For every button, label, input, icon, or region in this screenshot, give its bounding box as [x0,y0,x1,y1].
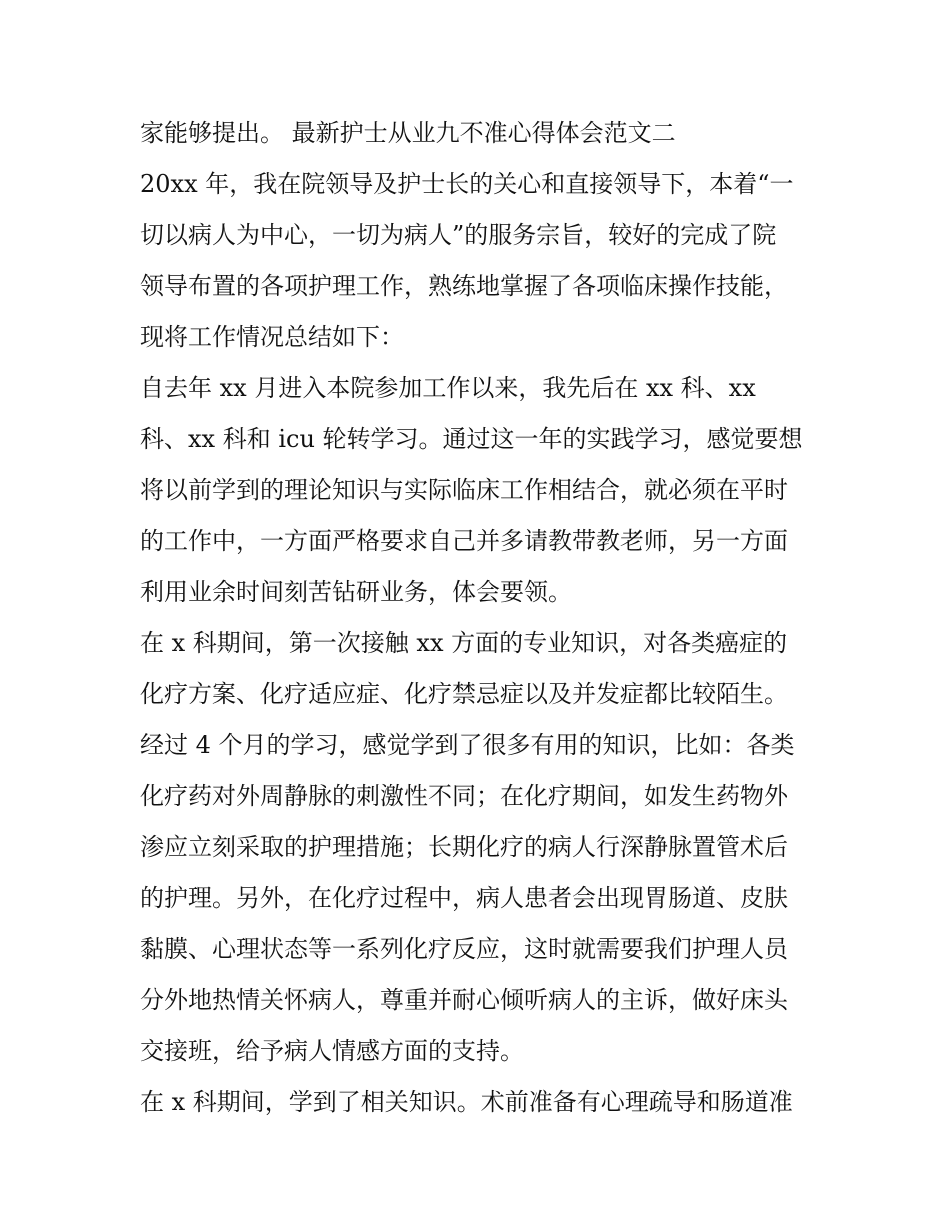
document-body [140,108,820,1128]
text-line: 化疗方案、化疗适应症、化疗禁忌症以及并发症都比较陌生。 [140,680,788,708]
text-line: 利用业余时间刻苦钻研业务，体会要领。 [140,578,572,606]
text-line: 将以前学到的理论知识与实际临床工作相结合，就必须在平时 [140,476,788,504]
text-line: 现将工作情况总结如下： [140,323,404,351]
text-line: 20xx 年，我在院领导及护士长的关心和直接领导下，本着“一 [140,170,794,198]
text-line: 在 x 科期间，学到了相关知识。术前准备有心理疏导和肠道准 [140,1088,793,1116]
text-line: 自去年 xx 月进入本院参加工作以来，我先后在 xx 科、xx [140,374,756,402]
text-line: 在 x 科期间，第一次接触 xx 方面的专业知识，对各类癌症的 [140,629,788,657]
text-line: 家能够提出。 最新护士从业九不准心得体会范文二 [140,119,676,147]
text-line: 的护理。另外，在化疗过程中，病人患者会出现胃肠道、皮肤 [140,884,788,912]
text-line: 经过 4 个月的学习，感觉学到了很多有用的知识，比如：各类 [140,731,795,759]
text-line: 化疗药对外周静脉的刺激性不同；在化疗期间，如发生药物外 [140,782,788,810]
text-line: 切以病人为中心，一切为病人”的服务宗旨，较好的完成了院 [140,221,777,249]
text-line: 交接班，给予病人情感方面的支持。 [140,1037,524,1065]
text-line: 渗应立刻采取的护理措施；长期化疗的病人行深静脉置管术后 [140,833,788,861]
text-line: 黏膜、心理状态等一系列化疗反应，这时就需要我们护理人员 [140,935,788,963]
text-line: 领导布置的各项护理工作，熟练地掌握了各项临床操作技能， [140,272,788,300]
text-line: 的工作中，一方面严格要求自己并多请教带教老师，另一方面 [140,527,788,555]
text-line: 分外地热情关怀病人，尊重并耐心倾听病人的主诉，做好床头 [140,986,788,1014]
text-line: 科、xx 科和 icu 轮转学习。通过这一年的实践学习，感觉要想 [140,425,803,453]
